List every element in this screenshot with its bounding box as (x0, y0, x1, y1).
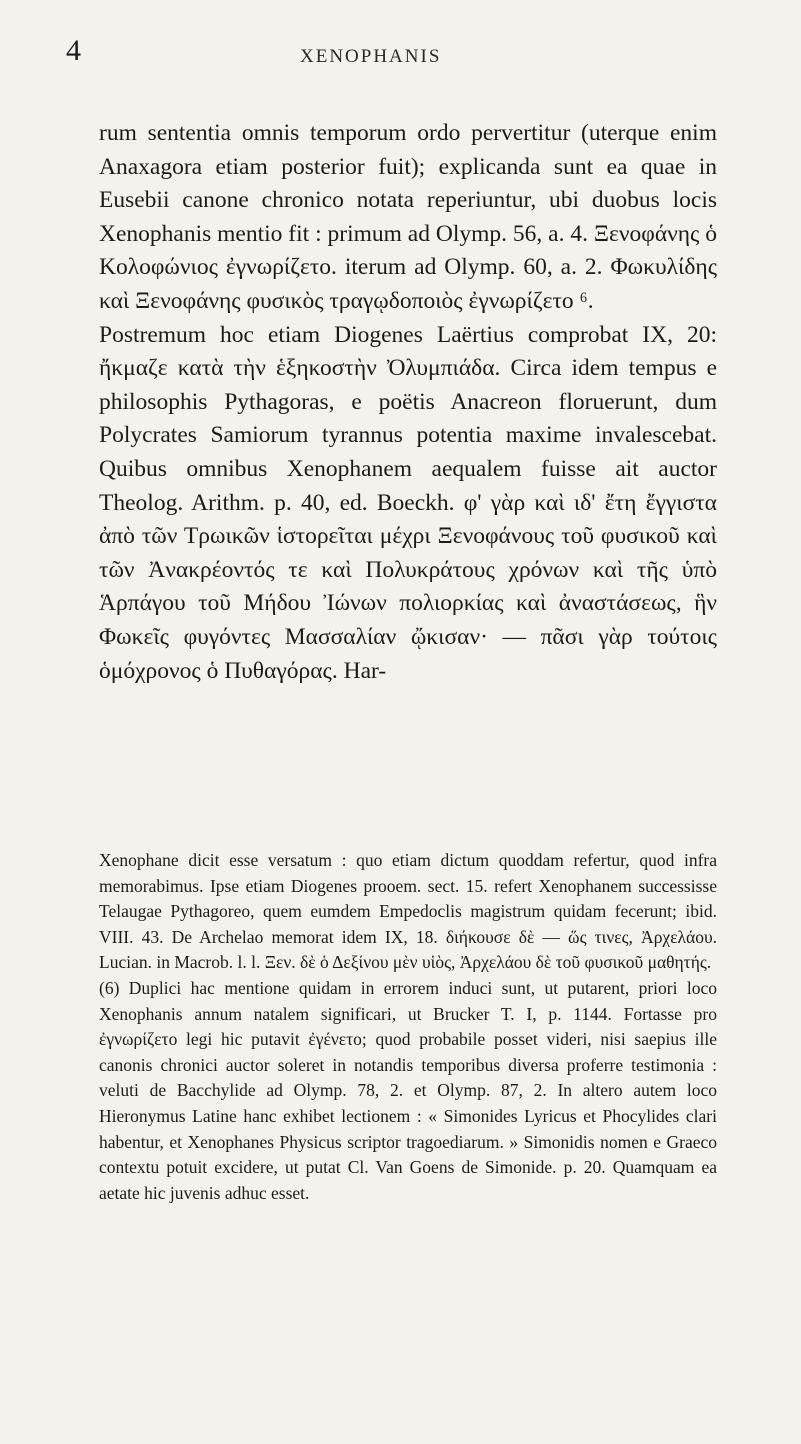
footnote-paragraph: Xenophane dicit esse versatum : quo etiam dictum quoddam refertur, quod infra memorabimus. Ipse etiam Diogenes prooem. sect. 15. refert Xenophanem successisse Telaugae Pythagoreo, quem eumdem Empedoclis magistrum quidam fecerunt; ibid. VIII. 43. De Archelao memorat idem IX, 18. διήκουσε δὲ — ὥς τινες, Ἀρχελάου. Lucian. in Macrob. l. l. Ξεν. δὲ ὁ Δεξίνου μὲν υἱὸς, Ἀρχελάου δὲ τοῦ φυσικοῦ μαθητής. (99, 850, 717, 973)
main-paragraph: rum sententia omnis temporum ordo pervertitur (uterque enim Anaxagora etiam posterior fuit); explicanda sunt ea quae in Eusebii canone chronico notata reperiuntur, ubi duobus locis Xenophanis mentio fit : primum ad Olymp. 56, a. 4. Ξενοφάνης ὁ Κολοφώνιος ἐγνωρίζετο. iterum ad Olymp. 60, a. 2. Φωκυλίδης καὶ Ξενοφάνης φυσικὸς τραγῳδοποιὸς ἐγνωρίζετο ⁶. (99, 120, 717, 314)
page-number: 4 (66, 34, 81, 67)
footnotes (99, 848, 717, 1206)
running-head: XENOPHANIS (300, 46, 442, 67)
main-text (99, 117, 717, 688)
footnote-paragraph: (6) Duplici hac mentione quidam in errorem induci sunt, ut putarent, priori loco Xenophanis annum natalem significari, ut Brucker T. I, p. 1144. Fortasse pro ἐγνωρίζετο legi hic putavit ἐγένετο; quod probabile posset videri, nisi saepius ille canonis chronici auctor soleret in notandis temporibus diversa proferre testimonia : veluti de Bacchylide ad Olymp. 78, 2. et Olymp. 87, 2. In altero autem loco Hieronymus Latine hanc exhibet lectionem : « Simonides Lyricus et Phocylides clari habentur, et Xenophanes Physicus scriptor tragoediarum. » Simonidis nomen e Graeco contextu potuit excidere, ut putat Cl. Van Goens de Simonide. p. 20. Quamquam ea aetate hic juvenis adhuc esset. (99, 977, 717, 1203)
main-paragraph: Postremum hoc etiam Diogenes Laërtius comprobat IX, 20: ἤκμαζε κατὰ τὴν ἑξηκοστὴν Ὀλυμπιάδα. Circa idem tempus e philosophis Pythagoras, e poëtis Anacreon floruerunt, dum Polycrates Samiorum tyrannus potentia maxime invalescebat. Quibus omnibus Xenophanem aequalem fuisse ait auctor Theolog. Arithm. p. 40, ed. Boeckh. φ' γὰρ καὶ ιδ' ἔτη ἔγγιστα ἀπὸ τῶν Τρωικῶν ἱστορεῖται μέχρι Ξενοφάνους τοῦ φυσικοῦ καὶ τῶν Ἀνακρέοντός τε καὶ Πολυκράτους χρόνων καὶ τῆς ὑπὸ Ἁρπάγου τοῦ Μήδου Ἰώνων πολιορκίας καὶ ἀναστάσεως, ἣν Φωκεῖς φυγόντες Μασσαλίαν ᾤκισαν· — πᾶσι γὰρ τούτοις ὁμόχρονος ὁ Πυθαγόρας. Har- (99, 321, 717, 684)
